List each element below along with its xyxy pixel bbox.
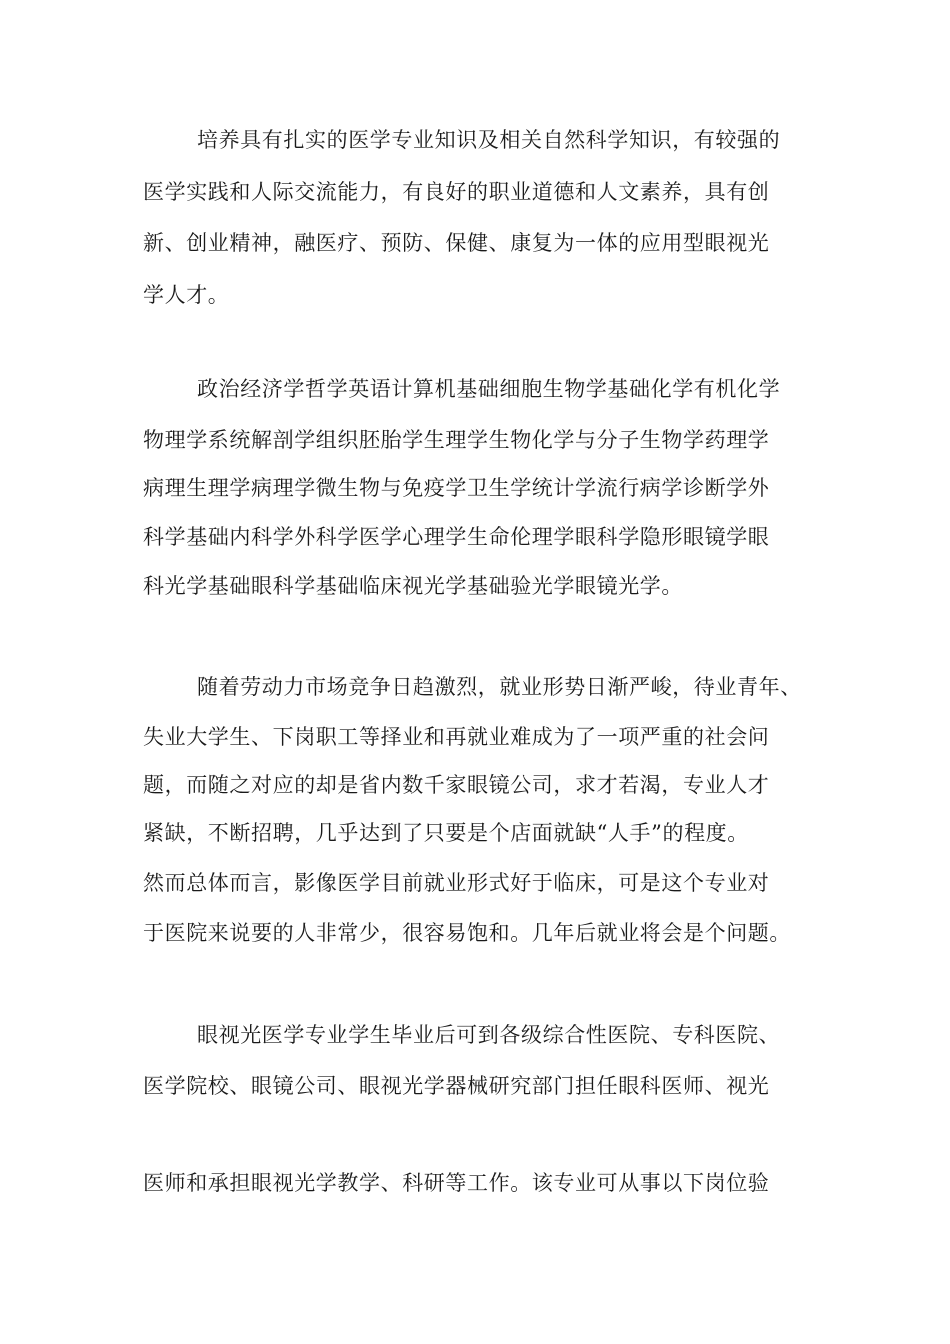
text-line: 医学实践和人际交流能力，有良好的职业道德和人文素养，具有创 — [143, 180, 770, 204]
text-line: 紧缺，不断招聘，几乎达到了只要是个店面就缺“人手”的程度。 — [143, 821, 749, 845]
text-line: 科光学基础眼科学基础临床视光学基础验光学眼镜光学。 — [143, 574, 683, 598]
text-line: 题，而随之对应的却是省内数千家眼镜公司，求才若渴，专业人才 — [143, 773, 770, 797]
text-line: 医师和承担眼视光学教学、科研等工作。该专业可从事以下岗位验 — [143, 1171, 770, 1195]
text-line: 然而总体而言，影像医学目前就业形式好于临床，可是这个专业对 — [143, 871, 770, 895]
text-line: 于医院来说要的人非常少，很容易饱和。几年后就业将会是个问题。 — [143, 921, 791, 945]
text-line: 失业大学生、下岗职工等择业和再就业难成为了一项严重的社会问 — [143, 725, 770, 749]
text-line: 病理生理学病理学微生物与免疫学卫生学统计学流行病学诊断学外 — [143, 476, 770, 500]
text-line: 医学院校、眼镜公司、眼视光学器械研究部门担任眼科医师、视光 — [143, 1074, 770, 1098]
text-line: 新、创业精神，融医疗、预防、保健、康复为一体的应用型眼视光 — [143, 231, 770, 255]
text-line: 物理学系统解剖学组织胚胎学生理学生物化学与分子生物学药理学 — [143, 428, 770, 452]
text-line: 学人才。 — [143, 283, 230, 307]
text-line: 政治经济学哲学英语计算机基础细胞生物学基础化学有机化学 — [197, 377, 781, 401]
text-line: 眼视光医学专业学生毕业后可到各级综合性医院、专科医院、 — [197, 1023, 781, 1047]
text-line: 科学基础内科学外科学医学心理学生命伦理学眼科学隐形眼镜学眼 — [143, 525, 770, 549]
text-line: 培养具有扎实的医学专业知识及相关自然科学知识，有较强的 — [197, 128, 781, 152]
text-line: 随着劳动力市场竞争日趋激烈，就业形势日渐严峻，待业青年、 — [197, 675, 802, 699]
